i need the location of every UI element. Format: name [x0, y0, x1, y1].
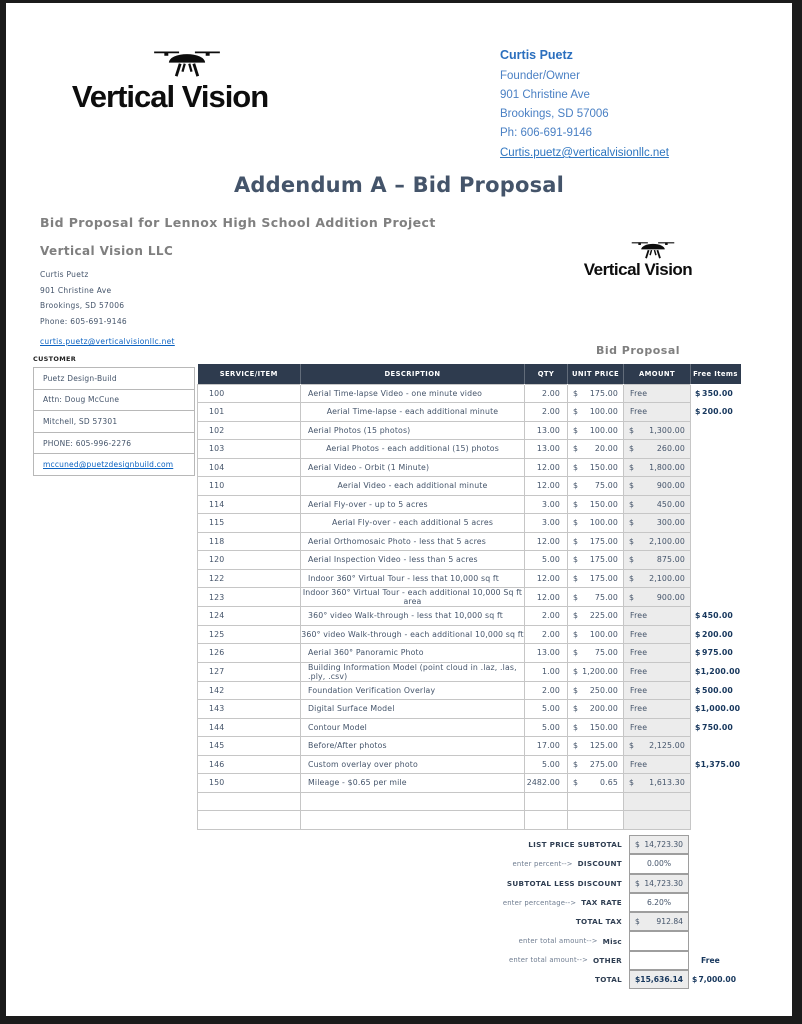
- totals-value-box: $ 14,723.30: [629, 835, 689, 854]
- totals-label: Misc: [602, 936, 622, 946]
- cell-free-items: $ 350.00: [695, 388, 733, 398]
- totals-row: [197, 835, 740, 854]
- table-row: [198, 792, 741, 811]
- totals-value-box: $ 912.84: [629, 912, 689, 931]
- logo-wordmark: Vertical Vision: [583, 260, 693, 279]
- cell-qty: [525, 792, 568, 811]
- customer-table: [33, 367, 195, 476]
- cell-description: Building Information Model (point cloud in .laz, .las, .ply, .csv): [301, 662, 525, 681]
- cell-unit-price: $ 0.65: [568, 774, 624, 793]
- table-row: [198, 662, 741, 681]
- totals-value-box[interactable]: [629, 931, 689, 950]
- table-row: [198, 737, 741, 756]
- totals-free-note: Free: [701, 955, 720, 965]
- table-row: [198, 421, 741, 440]
- cell-qty: 12.00: [525, 532, 568, 551]
- totals-block: [197, 835, 740, 989]
- cell-amount: $ 900.00: [624, 588, 691, 607]
- table-row: [198, 403, 741, 422]
- cell-free-items: [691, 588, 741, 607]
- cell-free-items: [691, 737, 741, 756]
- cell-free-items: $ 200.00: [695, 629, 733, 639]
- totals-label-zone: [197, 917, 629, 926]
- table-row: [198, 551, 741, 570]
- cell-description: Indoor 360° Virtual Tour - less that 10,000 sq ft: [301, 569, 525, 588]
- cell-free-items: [691, 458, 741, 477]
- totals-free-note: $ 7,000.00: [692, 975, 736, 985]
- page-subtitle: Bid Proposal for Lennox High School Addition Project: [40, 215, 436, 230]
- cell-amount: $ 2,125.00: [624, 737, 691, 756]
- drone-icon: [150, 45, 224, 79]
- customer-row: Puetz Design-Build: [34, 368, 194, 390]
- cell-unit-price: [568, 811, 624, 830]
- totals-label-zone: [197, 879, 629, 888]
- table-row: [198, 569, 741, 588]
- table-row: [198, 625, 741, 644]
- drone-icon: [630, 238, 676, 260]
- cell-service-item: [198, 811, 301, 830]
- cell-service-item: 101: [198, 403, 301, 422]
- cell-amount: Free: [624, 625, 691, 644]
- cell-qty: 12.00: [525, 588, 568, 607]
- cell-qty: 5.00: [525, 718, 568, 737]
- totals-entry-hint: enter percentage-->: [502, 898, 577, 907]
- contact-line: Founder/Owner: [500, 70, 580, 82]
- company-line: Brookings, SD 57006: [40, 301, 125, 310]
- company-line: 901 Christine Ave: [40, 285, 112, 295]
- col-qty: QTY: [525, 364, 568, 384]
- cell-description: [301, 811, 525, 830]
- totals-row: [197, 874, 740, 893]
- cell-service-item: 145: [198, 737, 301, 756]
- table-row: [198, 774, 741, 793]
- cell-amount: $ 2,100.00: [624, 532, 691, 551]
- vertical-vision-logo: [62, 45, 278, 115]
- customer-row: Mitchell, SD 57301: [34, 411, 194, 433]
- totals-label-zone: [197, 937, 629, 946]
- table-row: [198, 458, 741, 477]
- table-row: [198, 495, 741, 514]
- cell-amount: Free: [624, 644, 691, 663]
- cell-service-item: 125: [198, 625, 301, 644]
- totals-entry-hint: enter total amount-->: [508, 956, 589, 965]
- cell-free-items: [691, 774, 741, 793]
- col-amount: AMOUNT: [624, 364, 691, 384]
- company-block: [40, 244, 300, 350]
- cell-free-items: [691, 551, 741, 570]
- contact-line: Ph: 606-691-9146: [500, 127, 593, 139]
- cell-qty: 13.00: [525, 440, 568, 459]
- cell-free-items: [691, 495, 741, 514]
- cell-free-items: $ 975.00: [695, 648, 733, 658]
- cell-free-items: $ 1,375.00: [695, 759, 741, 769]
- cell-description: Digital Surface Model: [301, 700, 525, 719]
- cell-amount: Free: [624, 607, 691, 626]
- company-lines: [40, 267, 300, 329]
- cell-description: Foundation Verification Overlay: [301, 681, 525, 700]
- cell-unit-price: $ 75.00: [568, 644, 624, 663]
- table-row: [198, 700, 741, 719]
- contact-block: [500, 48, 730, 163]
- cell-service-item: 103: [198, 440, 301, 459]
- cell-unit-price: $ 200.00: [568, 700, 624, 719]
- cell-unit-price: $ 100.00: [568, 514, 624, 533]
- bid-proposal-label: Bid Proposal: [595, 344, 681, 357]
- table-row: [198, 755, 741, 774]
- table-row: [198, 811, 741, 830]
- cell-service-item: 150: [198, 774, 301, 793]
- table-row: [198, 532, 741, 551]
- cell-amount: Free: [624, 700, 691, 719]
- cell-qty: 2482.00: [525, 774, 568, 793]
- cell-description: Aerial Video - each additional minute: [301, 477, 525, 496]
- cell-qty: 2.00: [525, 384, 568, 403]
- totals-row: [197, 951, 740, 970]
- totals-label: SUBTOTAL LESS DISCOUNT: [506, 878, 622, 888]
- cell-amount: $ 1,300.00: [624, 421, 691, 440]
- cell-unit-price: $ 175.00: [568, 569, 624, 588]
- bid-table-body: [198, 384, 741, 829]
- cell-description: Aerial Fly-over - each additional 5 acres: [301, 514, 525, 533]
- cell-description: 360° video Walk-through - each additional 10,000 sq ft: [301, 625, 525, 644]
- cell-unit-price: $ 150.00: [568, 718, 624, 737]
- cell-service-item: 100: [198, 384, 301, 403]
- cell-description: Custom overlay over photo: [301, 755, 525, 774]
- totals-value-box: $ 14,723.30: [629, 874, 689, 893]
- cell-service-item: 120: [198, 551, 301, 570]
- cell-description: Aerial 360° Panoramic Photo: [301, 644, 525, 663]
- cell-service-item: 123: [198, 588, 301, 607]
- cell-amount: $ 900.00: [624, 477, 691, 496]
- table-row: [198, 607, 741, 626]
- cell-amount: $ 300.00: [624, 514, 691, 533]
- cell-qty: 3.00: [525, 514, 568, 533]
- cell-service-item: 102: [198, 421, 301, 440]
- document-page: [6, 3, 792, 1016]
- cell-service-item: 143: [198, 700, 301, 719]
- cell-unit-price: $ 1,200.00: [568, 662, 624, 681]
- totals-value-box[interactable]: 0.00%: [629, 854, 689, 873]
- cell-unit-price: $ 250.00: [568, 681, 624, 700]
- cell-service-item: 110: [198, 477, 301, 496]
- cell-qty: 12.00: [525, 458, 568, 477]
- totals-label-zone: [197, 975, 629, 984]
- cell-unit-price: $ 20.00: [568, 440, 624, 459]
- cell-amount: $ 875.00: [624, 551, 691, 570]
- cell-qty: 1.00: [525, 662, 568, 681]
- cell-qty: 2.00: [525, 681, 568, 700]
- cell-unit-price: $ 275.00: [568, 755, 624, 774]
- cell-qty: 12.00: [525, 477, 568, 496]
- cell-amount: $ 450.00: [624, 495, 691, 514]
- col-service-item: SERVICE/ITEM: [198, 364, 301, 384]
- bid-table: [197, 364, 741, 830]
- cell-amount: Free: [624, 718, 691, 737]
- col-free-items: Free Items: [691, 364, 741, 384]
- cell-unit-price: $ 150.00: [568, 458, 624, 477]
- cell-description: Mileage - $0.65 per mile: [301, 774, 525, 793]
- cell-unit-price: $ 125.00: [568, 737, 624, 756]
- cell-amount: Free: [624, 384, 691, 403]
- cell-free-items: $ 1,000.00: [695, 704, 741, 714]
- totals-label: TOTAL: [595, 975, 622, 985]
- vertical-vision-logo-small: [568, 238, 708, 280]
- cell-description: [301, 792, 525, 811]
- cell-service-item: 122: [198, 569, 301, 588]
- cell-amount: Free: [624, 755, 691, 774]
- table-row: [198, 514, 741, 533]
- totals-label: LIST PRICE SUBTOTAL: [528, 840, 622, 850]
- cell-qty: 2.00: [525, 607, 568, 626]
- cell-description: Aerial Fly-over - up to 5 acres: [301, 495, 525, 514]
- totals-label: TAX RATE: [581, 898, 622, 908]
- cell-description: Aerial Time-lapse Video - one minute video: [301, 384, 525, 403]
- totals-label: DISCOUNT: [577, 859, 622, 869]
- cell-free-items: [691, 811, 741, 830]
- totals-value-box: $ 15,636.14: [629, 970, 689, 989]
- logo-wordmark: Vertical Vision: [71, 79, 269, 114]
- table-row: [198, 384, 741, 403]
- cell-free-items: $ 200.00: [695, 407, 733, 417]
- cell-description: Aerial Time-lapse - each additional minute: [301, 403, 525, 422]
- cell-description: 360° video Walk-through - less that 10,000 sq ft: [301, 607, 525, 626]
- cell-free-items: $ 1,200.00: [695, 667, 741, 676]
- col-description: DESCRIPTION: [301, 364, 525, 384]
- cell-service-item: 115: [198, 514, 301, 533]
- company-name: Vertical Vision LLC: [40, 244, 174, 258]
- totals-label: OTHER: [593, 955, 622, 965]
- cell-qty: 2.00: [525, 625, 568, 644]
- cell-service-item: 104: [198, 458, 301, 477]
- totals-label-zone: [197, 956, 629, 965]
- contact-line: 901 Christine Ave: [500, 89, 590, 101]
- cell-free-items: $ 750.00: [695, 722, 733, 732]
- cell-description: Before/After photos: [301, 737, 525, 756]
- cell-free-items: [691, 421, 741, 440]
- cell-qty: 2.00: [525, 403, 568, 422]
- totals-label-zone: [197, 859, 629, 868]
- cell-description: Contour Model: [301, 718, 525, 737]
- cell-unit-price: $ 100.00: [568, 625, 624, 644]
- cell-service-item: 146: [198, 755, 301, 774]
- cell-amount: Free: [624, 403, 691, 422]
- cell-free-items: $ 450.00: [695, 611, 733, 621]
- totals-entry-hint: enter percent-->: [512, 859, 573, 868]
- cell-qty: [525, 811, 568, 830]
- cell-free-items: [691, 514, 741, 533]
- cell-unit-price: $ 100.00: [568, 403, 624, 422]
- customer-row: PHONE: 605-996-2276: [34, 433, 194, 455]
- cell-service-item: 127: [198, 662, 301, 681]
- cell-unit-price: $ 150.00: [568, 495, 624, 514]
- cell-service-item: 144: [198, 718, 301, 737]
- cell-qty: 17.00: [525, 737, 568, 756]
- customer-row: Attn: Doug McCune: [34, 390, 194, 412]
- table-row: [198, 477, 741, 496]
- company-line: Curtis Puetz: [40, 270, 89, 279]
- cell-qty: 5.00: [525, 755, 568, 774]
- cell-qty: 3.00: [525, 495, 568, 514]
- bid-table-header-row: [198, 364, 741, 384]
- table-row: [198, 644, 741, 663]
- cell-free-items: [691, 477, 741, 496]
- totals-row: [197, 931, 740, 950]
- cell-free-items: [691, 792, 741, 811]
- cell-amount: [624, 811, 691, 830]
- cell-amount: $ 1,800.00: [624, 458, 691, 477]
- cell-free-items: [691, 532, 741, 551]
- totals-row: [197, 893, 740, 912]
- totals-value-box[interactable]: [629, 951, 689, 970]
- page-title: Addendum A – Bid Proposal: [233, 173, 565, 197]
- cell-unit-price: $ 225.00: [568, 607, 624, 626]
- cell-qty: 5.00: [525, 700, 568, 719]
- cell-unit-price: $ 175.00: [568, 384, 624, 403]
- cell-service-item: 126: [198, 644, 301, 663]
- cell-free-items: $ 500.00: [695, 685, 733, 695]
- cell-service-item: 124: [198, 607, 301, 626]
- company-line: Phone: 605-691-9146: [40, 316, 127, 326]
- cell-amount: Free: [624, 662, 691, 681]
- cell-service-item: [198, 792, 301, 811]
- totals-label-zone: [197, 898, 629, 907]
- customer-email-row: [34, 454, 194, 476]
- table-row: [198, 718, 741, 737]
- cell-amount: $ 1,613.30: [624, 774, 691, 793]
- cell-qty: 12.00: [525, 569, 568, 588]
- customer-email-link[interactable]: mccuned@puetzdesignbuild.com: [43, 460, 174, 470]
- cell-unit-price: $ 75.00: [568, 588, 624, 607]
- totals-row: [197, 854, 740, 873]
- cell-description: Aerial Orthomosaic Photo - less that 5 acres: [301, 532, 525, 551]
- contact-name: Curtis Puetz: [500, 48, 573, 62]
- cell-description: Aerial Photos (15 photos): [301, 421, 525, 440]
- totals-label: TOTAL TAX: [575, 917, 622, 927]
- cell-service-item: 118: [198, 532, 301, 551]
- cell-amount: Free: [624, 681, 691, 700]
- cell-qty: 13.00: [525, 421, 568, 440]
- totals-entry-hint: enter total amount-->: [518, 937, 598, 946]
- cell-qty: 5.00: [525, 551, 568, 570]
- cell-amount: $ 2,100.00: [624, 569, 691, 588]
- cell-unit-price: [568, 792, 624, 811]
- cell-unit-price: $ 175.00: [568, 551, 624, 570]
- table-row: [198, 681, 741, 700]
- totals-label-zone: [197, 840, 629, 849]
- totals-row: [197, 912, 740, 931]
- cell-description: Aerial Photos - each additional (15) photos: [301, 440, 525, 459]
- contact-lines: [500, 67, 730, 143]
- totals-row: [197, 970, 740, 989]
- cell-description: Aerial Video - Orbit (1 Minute): [301, 458, 525, 477]
- cell-description: Aerial Inspection Video - less than 5 acres: [301, 551, 525, 570]
- customer-block: [33, 355, 195, 476]
- cell-unit-price: $ 75.00: [568, 477, 624, 496]
- cell-service-item: 142: [198, 681, 301, 700]
- contact-line: Brookings, SD 57006: [500, 108, 609, 120]
- customer-label: CUSTOMER: [33, 355, 77, 363]
- cell-service-item: 114: [198, 495, 301, 514]
- company-email-link[interactable]: curtis.puetz@verticalvisionllc.net: [40, 337, 175, 346]
- cell-amount: $ 260.00: [624, 440, 691, 459]
- cell-amount: [624, 792, 691, 811]
- totals-value-box[interactable]: 6.20%: [629, 893, 689, 912]
- cell-unit-price: $ 100.00: [568, 421, 624, 440]
- cell-description: Indoor 360° Virtual Tour - each additional 10,000 Sq ft area: [301, 588, 525, 607]
- cell-free-items: [691, 569, 741, 588]
- table-row: [198, 440, 741, 459]
- cell-unit-price: $ 175.00: [568, 532, 624, 551]
- table-row: [198, 588, 741, 607]
- col-unit-price: UNIT PRICE: [568, 364, 624, 384]
- contact-email-link[interactable]: Curtis.puetz@verticalvisionllc.net: [500, 147, 669, 159]
- cell-free-items: [691, 440, 741, 459]
- cell-qty: 13.00: [525, 644, 568, 663]
